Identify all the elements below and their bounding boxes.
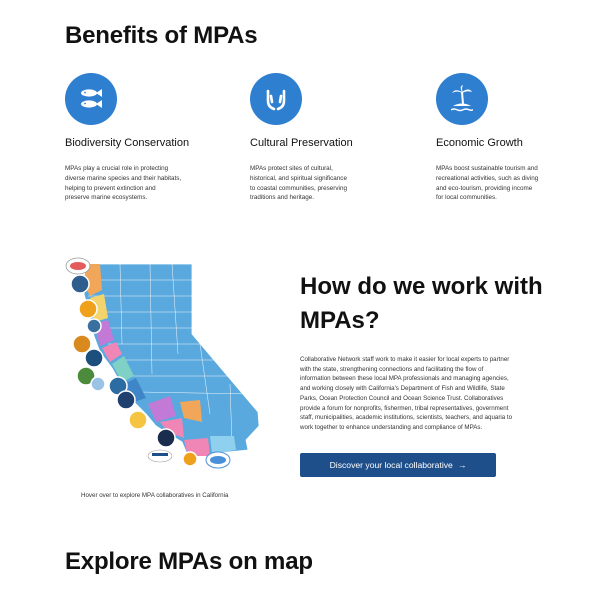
how-description: Collaborative Network staff work to make it easier for local experts to partner with the state, strengthening connections and facilitating the flow of information between these local MPA professionals and managing agencies, and working closely with California's Department of Fish and Wildlife, State Parks, Ocean Protection Council and Ocean Science Trust. Collaboratives provide a forum for nonprofits, fishermen, tribal representatives, government staff, municipalities, academic institutions, scientists, teachers, and aquaria to work together to enhance understanding and compliance of MPAs. — [300, 356, 513, 431]
discover-collaborative-label: Discover your local collaborative — [329, 460, 453, 470]
benefit-title-cultural: Cultural Preservation — [250, 137, 353, 149]
how-title: How do we work with MPAs? — [300, 273, 543, 334]
map-caption: Hover over to explore MPA collaboratives in California — [81, 492, 229, 499]
explore-heading: Explore MPAs on map — [65, 548, 313, 575]
discover-collaborative-button[interactable] — [300, 453, 496, 477]
arrow-right-icon: → — [457, 460, 467, 470]
fish-icon — [65, 73, 117, 125]
island-icon — [436, 73, 488, 125]
benefit-title-biodiversity: Biodiversity Conservation — [65, 137, 190, 149]
benefits-heading: Benefits of MPAs — [65, 22, 258, 49]
hands-icon — [250, 73, 302, 125]
benefit-text-economic: MPAs boost sustainable tourism and recreational activities, such as diving and eco-tourism, providing income for local communities. — [436, 165, 539, 202]
benefit-title-economic: Economic Growth — [436, 137, 523, 149]
benefit-text-cultural: MPAs protect sites of cultural, historical, and spiritual significance to coastal communities, preserving traditions and heritage. — [250, 165, 347, 202]
benefit-text-biodiversity: MPAs play a crucial role in protecting diverse marine species and their habitats, helping to prevent extinction and preserve marine ecosystems. — [65, 165, 182, 202]
california-collaboratives-map[interactable] — [60, 254, 260, 476]
